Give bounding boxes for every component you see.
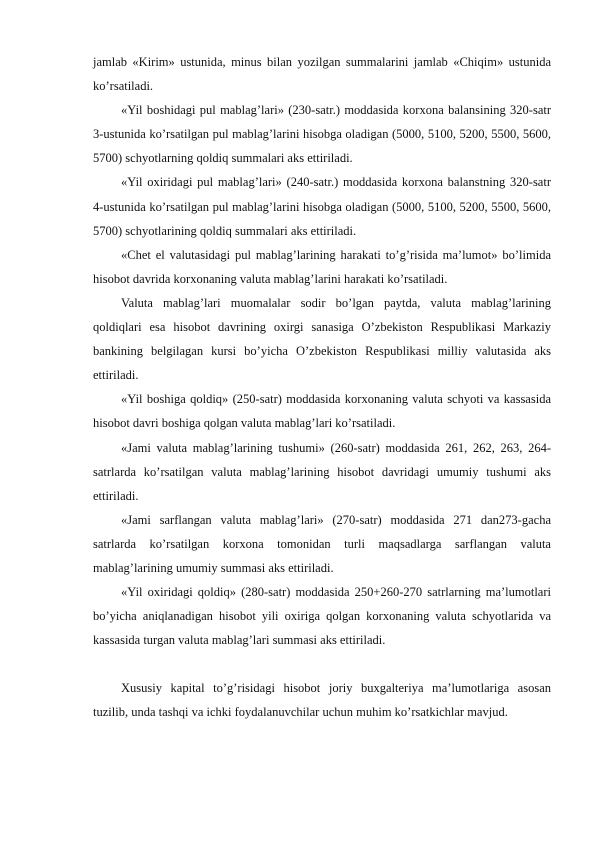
paragraph-3: «Yil oxiridagi pul mablag’lari» (240-satr.) moddasida korxona balanstning 320-satr 4-ustunida ko’rsatilgan pul mablag’larini hisobga oladigan (5000, 5100, 5200, 5500, 5600, 5700) schyotlarining qoldiq summalari aks ettiriladi.	[93, 175, 551, 238]
paragraph-6: «Yil boshiga qoldiq» (250-satr) moddasida korxonaning valuta schyoti va kassasida hisobot davri boshiga qolgan valuta mablag’lari ko’rsatiladi.	[93, 392, 551, 431]
paragraph-gap	[93, 652, 551, 676]
closing-paragraph: Xususiy kapital to’g’risidagi hisobot joriy buxgalteriya ma’lumotlariga asosan tuzilib, unda tashqi va ichki foydalanuvchilar uchun muhim ko’rsatkichlar mavjud.	[93, 681, 551, 720]
paragraph-7: «Jami valuta mablag’larining tushumi» (260-satr) moddasida 261, 262, 263, 264-satrlarda ko’rsatilgan valuta mablag’larining hisobot davridagi umumiy tushumi aks ettiriladi.	[93, 440, 551, 503]
paragraph-5: Valuta mablag’lari muomalalar sodir bo’lgan paytda, valuta mablag’larining qoldiqlari esa hisobot davrining oxirgi sanasiga O’zbekiston Respublikasi Markaziy bankining belgilagan kursi bo’yicha O’zbekiston Respublikasi milliy valutasida aks ettiriladi.	[93, 295, 551, 383]
paragraph-4: «Chet el valutasidagi pul mablag’larining harakati to’g’risida ma’lumot» bo’limida hisobot davrida korxonaning valuta mablag’larini harakati ko’rsatiladi.	[93, 247, 551, 286]
paragraph-9: «Yil oxiridagi qoldiq» (280-satr) moddasida 250+260-270 satrlarning ma’lumotlari bo’yicha aniqlanadigan hisobot yili oxiriga qolgan korxonaning valuta schyotlarida va kassasida turgan valuta mablag’lari summasi aks ettiriladi.	[93, 585, 551, 648]
paragraph-1: jamlab «Kirim» ustunida, minus bilan yozilgan summalarini jamlab «Chiqim» ustunida ko’rsatiladi.	[93, 55, 551, 94]
paragraph-2: «Yil boshidagi pul mablag’lari» (230-satr.) moddasida korxona balansining 320-satr 3-ustunida ko’rsatilgan pul mablag’larini hisobga oladigan (5000, 5100, 5200, 5500, 5600, 5700) schyotlarning qoldiq summalari aks ettiriladi.	[93, 103, 551, 166]
document-body	[93, 50, 551, 725]
paragraph-8: «Jami sarflangan valuta mablag’lari» (270-satr) moddasida 271 dan273-gacha satrlarda ko’rsatilgan korxona tomonidan turli maqsadlarga sarflangan valuta mablag’larining umumiy summasi aks ettiriladi.	[93, 512, 551, 575]
